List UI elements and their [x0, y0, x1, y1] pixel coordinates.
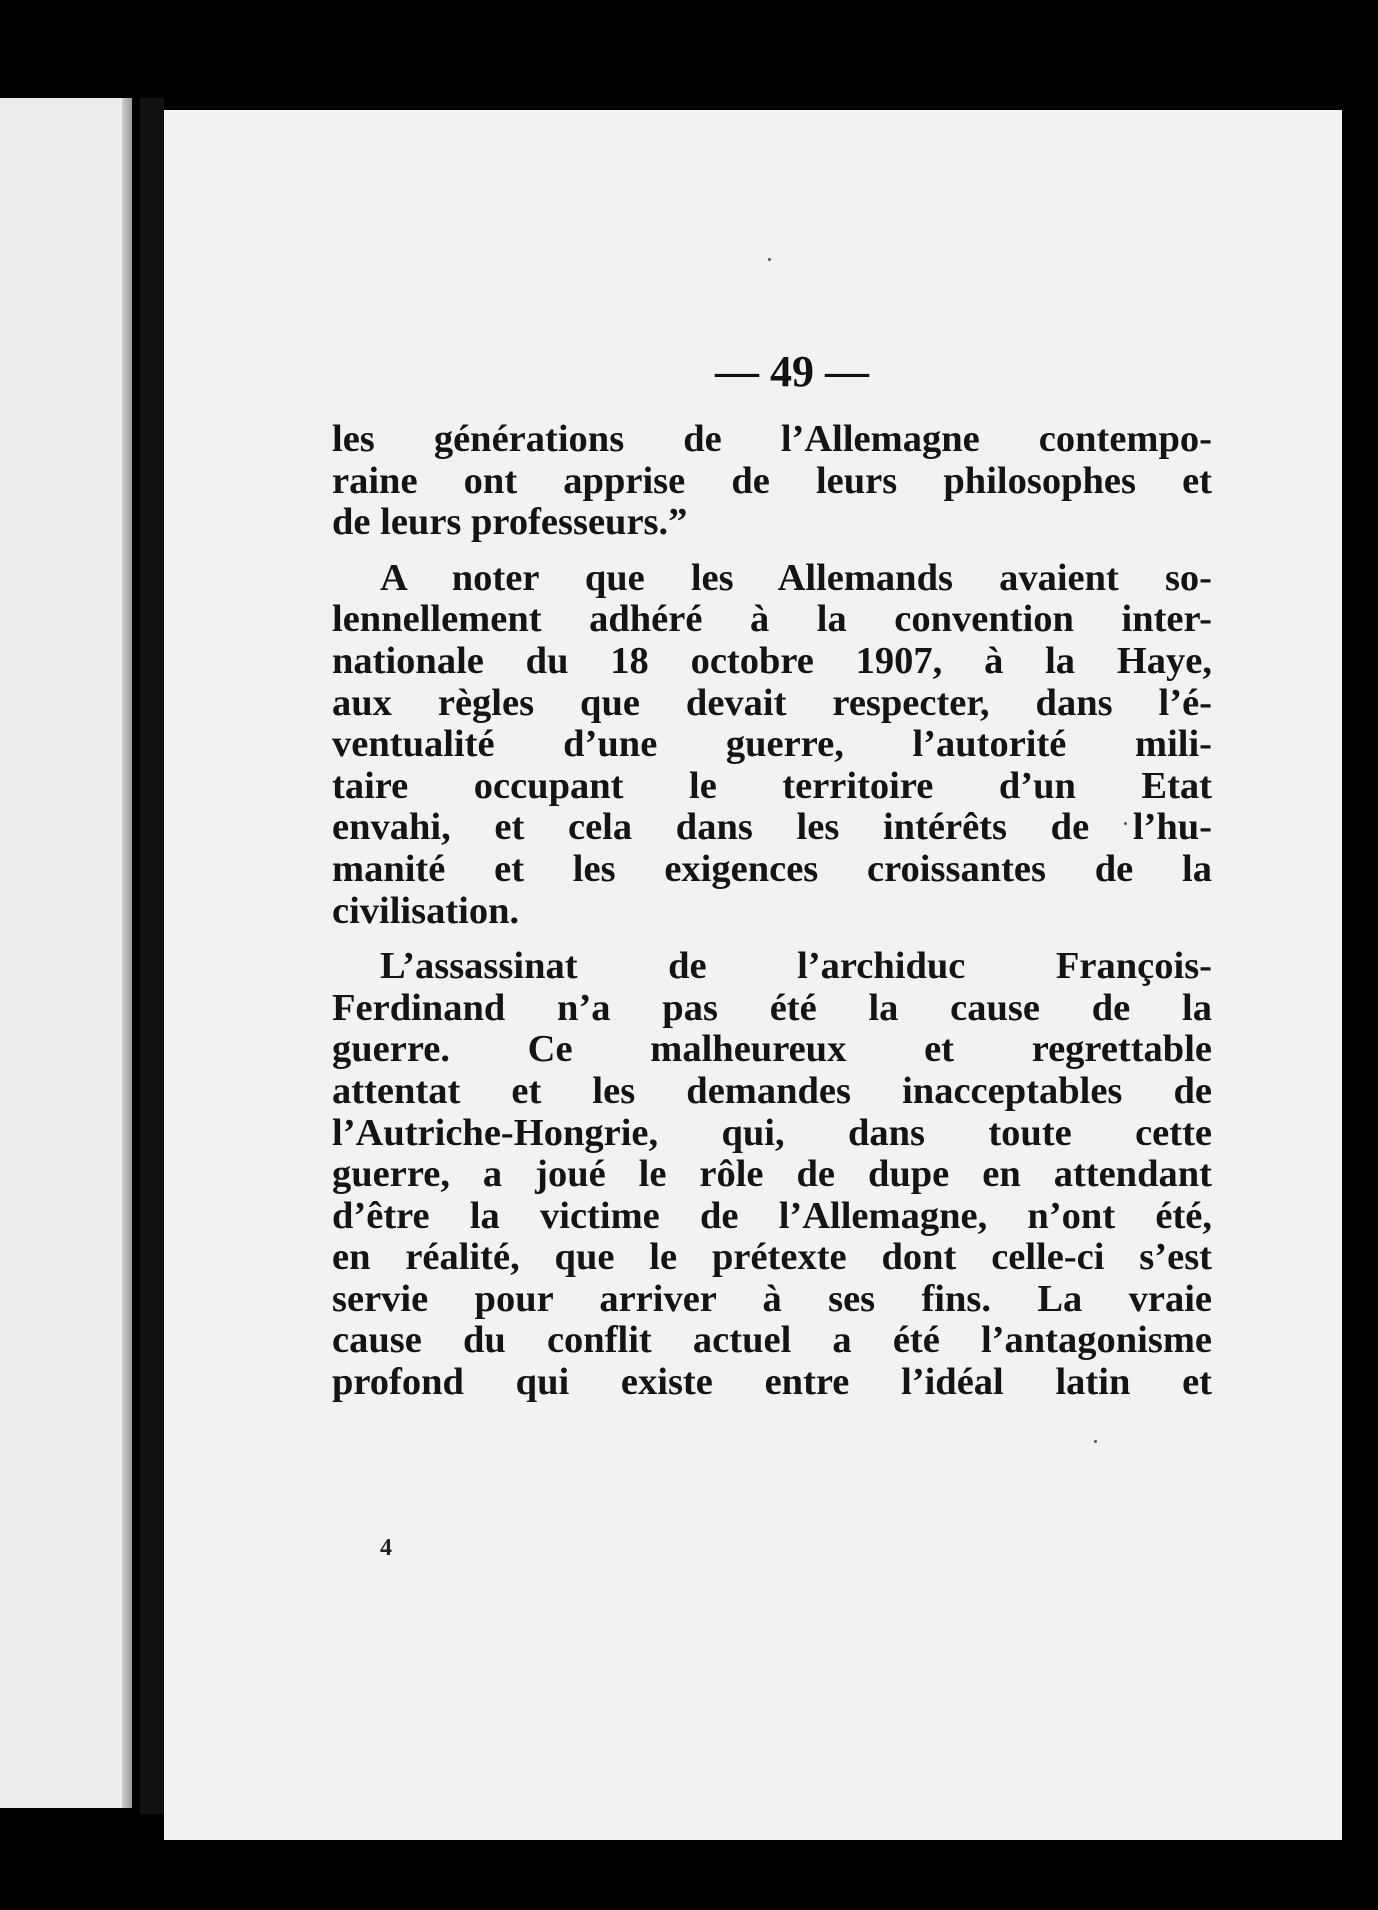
left-page-fragment	[0, 98, 132, 1808]
paragraph-1	[332, 419, 1212, 544]
text-line: de leurs professeurs.”	[332, 501, 688, 544]
text-line: lennellement adhéré à la convention inter-	[332, 598, 1212, 641]
book-page	[164, 110, 1342, 1840]
paragraph-2	[332, 558, 1212, 932]
text-line: l’Autriche-Hongrie, qui, dans toute cette	[332, 1111, 1212, 1154]
text-line: civilisation.	[332, 889, 520, 932]
text-line: envahi, et cela dans les intérêts de l’hu-	[332, 806, 1212, 849]
text-line: attentat et les demandes inacceptables de	[332, 1069, 1212, 1112]
text-line: cause du conflit actuel a été l’antagonisme	[332, 1319, 1212, 1362]
text-line: guerre. Ce malheureux et regrettable	[332, 1028, 1212, 1071]
text-line: servie pour arriver à ses fins. La vraie	[332, 1277, 1212, 1320]
text-line: A noter que les Allemands avaient so-	[380, 556, 1212, 599]
text-line: L’assassinat de l’archiduc François-	[380, 945, 1212, 988]
text-line: raine ont apprise de leurs philosophes et	[332, 459, 1212, 502]
text-line: les générations de l’Allemagne contempo-	[332, 418, 1212, 460]
text-line: guerre, a joué le rôle de dupe en attendant	[332, 1153, 1212, 1196]
text-line: nationale du 18 octobre 1907, à la Haye,	[332, 639, 1212, 682]
page-number: — 49 —	[715, 347, 869, 396]
signature-mark: 4	[380, 1535, 392, 1561]
dust-speck	[1094, 1440, 1097, 1443]
text-line: manité et les exigences croissantes de la	[332, 847, 1212, 890]
text-line: taire occupant le territoire d’un Etat	[332, 764, 1212, 807]
page-text-block	[332, 346, 1212, 1404]
text-line: aux règles que devait respecter, dans l’é-	[332, 681, 1212, 724]
text-line: d’être la victime de l’Allemagne, n’ont été,	[332, 1194, 1212, 1237]
text-line: ventualité d’une guerre, l’autorité mili-	[332, 723, 1212, 766]
paragraph-3	[332, 946, 1212, 1404]
dust-speck	[768, 258, 771, 261]
book-binding	[140, 98, 164, 1814]
left-page-edge	[122, 98, 132, 1808]
text-line: Ferdinand n’a pas été la cause de la	[332, 986, 1212, 1029]
text-line: profond qui existe entre l’idéal latin et	[332, 1361, 1212, 1404]
text-line: en réalité, que le prétexte dont celle-ci s’est	[332, 1236, 1212, 1279]
